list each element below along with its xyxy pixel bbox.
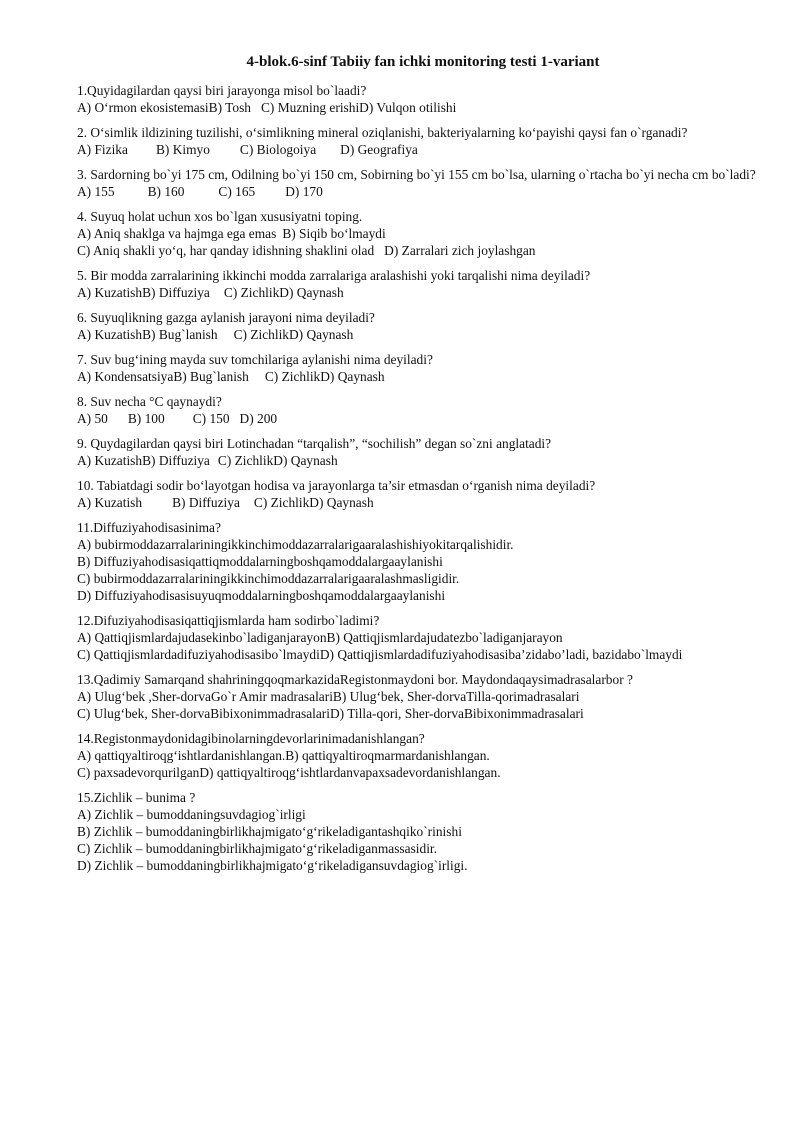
answer-option: A) Aniq shaklga va hajmga ega emas (77, 226, 277, 241)
question-text: 7. Suv bug‘ining mayda suv tomchilariga aylanishi nima deyiladi? (77, 352, 433, 367)
question-text: 3. Sardorning bo`yi 175 cm, Odilning bo`yi 150 cm, Sobirning bo`yi 155 cm bo`lsa, ularning o`rtacha bo`yi necha cm bo`ladi? (77, 167, 756, 182)
question-12 (77, 612, 767, 663)
answer-option: D) Zichlik – bumoddaningbirlikhajmigato‘g‘rikeladigansuvdagiog`irligi. (77, 858, 468, 873)
options-line (77, 806, 767, 823)
question-3 (77, 166, 767, 200)
question-text: 5. Bir modda zarralarining ikkinchi modda zarralariga aralashishi yoki tarqalishi nima deyiladi? (77, 268, 591, 283)
answer-option: A) KuzatishB) Bug`lanish (77, 327, 218, 342)
answer-option: C) Aniq shakli yo‘q, har qanday idishning shaklini olad (77, 243, 375, 258)
options-line (77, 183, 767, 200)
options-line (77, 536, 767, 553)
answer-option: A) KuzatishB) Diffuziya (77, 453, 210, 468)
answer-option: D) Zarralari zich joylashgan (384, 243, 536, 258)
question-text: 11.Diffuziyahodisasinima? (77, 520, 221, 535)
question-9 (77, 435, 767, 469)
options-line (77, 99, 767, 116)
question-text: 13.Qadimiy Samarqand shahriningqoqmarkazidaRegistonmaydoni bor. Maydondaqaysimadrasalarbor ? (77, 672, 633, 687)
question-6 (77, 309, 767, 343)
question-text: 1.Quyidagilardan qaysi biri jarayonga misol bo`laadi? (77, 83, 367, 98)
answer-option: C) Qattiqjismlardadifuziyahodisasibo`lmaydiD) Qattiqjismlardadifuziyahodisasiba’zidabo’ladi, bazidabo`lmaydi (77, 647, 683, 662)
answer-option: B) Siqib bo‘lmaydi (282, 226, 386, 241)
options-line (77, 840, 767, 857)
options-line (77, 410, 767, 427)
options-line (77, 857, 767, 874)
question-text: 15.Zichlik – bunima ? (77, 790, 196, 805)
answer-option: A) Fizika (77, 142, 128, 157)
question-text: 9. Quydagilardan qaysi biri Lotinchadan “tarqalish”, “sochilish” degan so`zni anglatadi? (77, 436, 552, 451)
question-2 (77, 124, 767, 158)
options-line (77, 452, 767, 469)
answer-option: C) Zichlik – bumoddaningbirlikhajmigato‘g‘rikeladiganmassasidir. (77, 841, 437, 856)
question-15 (77, 789, 767, 874)
question-14 (77, 730, 767, 781)
answer-option: C) Ulug‘bek, Sher-dorvaBibixonimmadrasalariD) Tilla-qori, Sher-dorvaBibixonimmadrasalari (77, 706, 584, 721)
answer-option: C) Muzning erishiD) Vulqon otilishi (261, 100, 457, 115)
question-text: 14.Registonmaydonidagibinolarningdevorlarinimadanishlangan? (77, 731, 425, 746)
question-text: 6. Suyuqlikning gazga aylanish jarayoni nima deyiladi? (77, 310, 375, 325)
options-line (77, 242, 767, 259)
answer-option: D) 200 (239, 411, 278, 426)
question-1 (77, 82, 767, 116)
options-line (77, 141, 767, 158)
answer-option: A) O‘rmon ekosistemasiB) Tosh (77, 100, 251, 115)
options-line (77, 823, 767, 840)
options-line (77, 705, 767, 722)
answer-option: D) Geografiya (340, 142, 418, 157)
options-line (77, 570, 767, 587)
options-line (77, 747, 767, 764)
question-4 (77, 208, 767, 259)
answer-option: A) qattiqyaltiroqg‘ishtlardanishlangan.B) qattiqyaltiroqmarmardanishlangan. (77, 748, 490, 763)
answer-option: B) Kimyo (155, 142, 210, 157)
options-line (77, 688, 767, 705)
answer-option: D) Diffuziyahodisasisuyuqmoddalarningboshqamoddalargaaylanishi (77, 588, 446, 603)
options-line (77, 494, 767, 511)
answer-option: C) ZichlikD) Qaynash (223, 285, 344, 300)
options-line (77, 368, 767, 385)
answer-option: C) 150 (192, 411, 230, 426)
question-text: 2. O‘simlik ildizining tuzilishi, o‘simlikning mineral oziqlanishi, bakteriyalarning ko‘payishi qaysi fan o`rganadi? (77, 125, 688, 140)
answer-option: A) bubirmoddazarralariningikkinchimoddazarralarigaaralashishiyokitarqalishidir. (77, 537, 514, 552)
question-5 (77, 267, 767, 301)
answer-option: C) ZichlikD) Qaynash (217, 453, 338, 468)
answer-option: A) KondensatsiyaB) Bug`lanish (77, 369, 249, 384)
answer-option: A) Qattiqjismlardajudasekinbo`ladiganjarayonB) Qattiqjismlardajudatezbo`ladiganjarayon (77, 630, 563, 645)
answer-option: C) ZichlikD) Qaynash (233, 327, 354, 342)
options-line (77, 764, 767, 781)
question-text: 4. Suyuq holat uchun xos bo`lgan xususiyatni toping. (77, 209, 363, 224)
question-7 (77, 351, 767, 385)
options-line (77, 284, 767, 301)
question-list (77, 82, 767, 882)
answer-option: C) ZichlikD) Qaynash (253, 495, 374, 510)
answer-option: B) Zichlik – bumoddaningbirlikhajmigato‘g‘rikeladigantashqiko`rinishi (77, 824, 462, 839)
answer-option: D) 170 (285, 184, 323, 199)
answer-option: A) Kuzatish (77, 495, 143, 510)
answer-option: C) Biologoiya (239, 142, 317, 157)
question-8 (77, 393, 767, 427)
answer-option: A) Ulug‘bek ,Sher-dorvaGo`r Amir madrasalariB) Ulug‘bek, Sher-dorvaTilla-qorimadrasalari (77, 689, 580, 704)
answer-option: A) Zichlik – bumoddaningsuvdagiog`irligi (77, 807, 306, 822)
options-line (77, 629, 767, 646)
answer-option: B) Diffuziyahodisasiqattiqmoddalarningboshqamoddalargaaylanishi (77, 554, 443, 569)
options-line (77, 326, 767, 343)
answer-option: C) ZichlikD) Qaynash (264, 369, 385, 384)
question-text: 12.Difuziyahodisasiqattiqjismlarda ham sodirbo`ladimi? (77, 613, 380, 628)
answer-option: A) 155 (77, 184, 115, 199)
answer-option: C) paxsadevorqurilganD) qattiqyaltiroqg‘ishtlardanvapaxsadevordanishlangan. (77, 765, 501, 780)
options-line (77, 587, 767, 604)
answer-option: B) Diffuziya (172, 495, 240, 510)
answer-option: A) 50 (77, 411, 108, 426)
question-13 (77, 671, 767, 722)
question-10 (77, 477, 767, 511)
question-11 (77, 519, 767, 604)
answer-option: B) 100 (127, 411, 165, 426)
answer-option: B) 160 (147, 184, 185, 199)
answer-option: A) KuzatishB) Diffuziya (77, 285, 210, 300)
answer-option: C) bubirmoddazarralariningikkinchimoddazarralarigaaralashmasligidir. (77, 571, 460, 586)
answer-option: C) 165 (218, 184, 256, 199)
options-line (77, 553, 767, 570)
options-line (77, 646, 767, 663)
page-title: 4-blok.6-sinf Tabiiy fan ichki monitoring testi 1-variant (246, 54, 600, 70)
question-text: 10. Tabiatdagi sodir bo‘layotgan hodisa va jarayonlarga ta’sir etmasdan o‘rganish nima deyiladi? (77, 478, 596, 493)
question-text: 8. Suv necha °C qaynaydi? (77, 394, 222, 409)
options-line (77, 225, 767, 242)
